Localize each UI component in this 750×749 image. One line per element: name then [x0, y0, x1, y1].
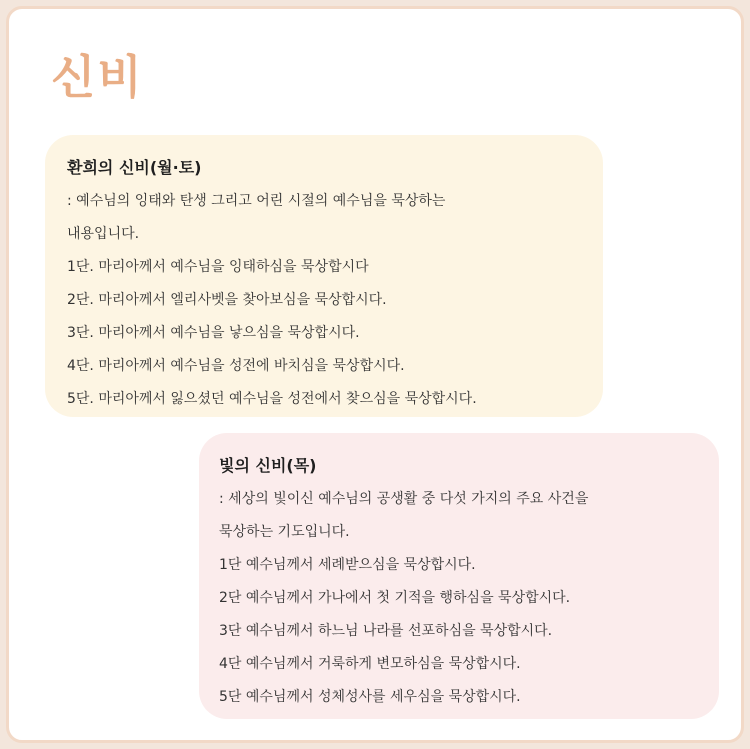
luminous-decade-1: 1단 예수님께서 세례받으심을 묵상합시다. [219, 557, 476, 573]
luminous-mysteries-card [199, 433, 719, 719]
luminous-intro-line-1: : 세상의 빛이신 예수님의 공생활 중 다섯 가지의 주요 사건을 [219, 491, 589, 507]
page-title: 신비 [51, 50, 144, 104]
luminous-decade-4: 4단 예수님께서 거룩하게 변모하심을 묵상합시다. [219, 656, 521, 672]
luminous-decade-5: 5단 예수님께서 성체성사를 세우심을 묵상합시다. [219, 689, 521, 705]
luminous-decade-2: 2단 예수님께서 가나에서 첫 기적을 행하심을 묵상합시다. [219, 590, 571, 606]
joyful-decade-5: 5단. 마리아께서 잃으셨던 예수님을 성전에서 찾으심을 묵상합시다. [67, 391, 477, 407]
joyful-decade-1: 1단. 마리아께서 예수님을 잉태하심을 묵상합시다 [67, 259, 369, 275]
luminous-decade-3: 3단 예수님께서 하느님 나라를 선포하심을 묵상합시다. [219, 623, 553, 639]
joyful-mysteries-heading: 환희의 신비(월·토) [67, 158, 202, 177]
joyful-decade-3: 3단. 마리아께서 예수님을 낳으심을 묵상합시다. [67, 325, 360, 341]
joyful-decade-4: 4단. 마리아께서 예수님을 성전에 바치심을 묵상합시다. [67, 358, 405, 374]
luminous-intro-line-2: 묵상하는 기도입니다. [219, 524, 350, 540]
joyful-decade-2: 2단. 마리아께서 엘리사벳을 찾아보심을 묵상합시다. [67, 292, 387, 308]
joyful-intro-line-2: 내용입니다. [67, 226, 140, 242]
luminous-mysteries-heading: 빛의 신비(목) [219, 456, 317, 475]
page-frame [6, 6, 744, 743]
joyful-mysteries-card [45, 135, 603, 417]
joyful-intro-line-1: : 예수님의 잉태와 탄생 그리고 어린 시절의 예수님을 묵상하는 [67, 193, 446, 209]
